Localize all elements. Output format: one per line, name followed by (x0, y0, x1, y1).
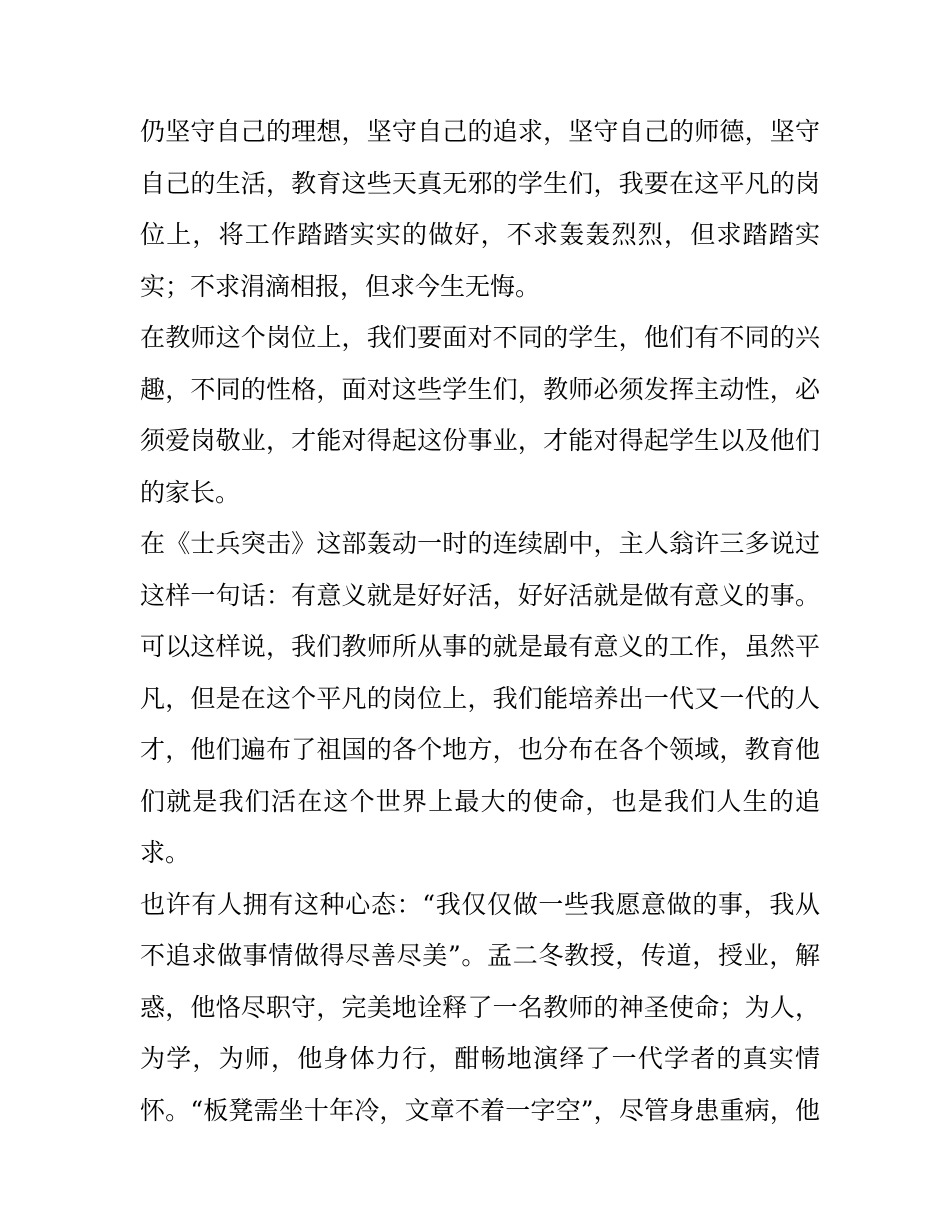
text-line: 不追求做事情做得尽善尽美”。孟二冬教授，传道，授业，解 (140, 941, 820, 970)
text-line: 怀。“板凳需坐十年冷，文章不着一字空”，尽管身患重病，他 (140, 1095, 820, 1125)
text-line: 在《士兵突击》这部轰动一时的连续剧中，主人翁许三多说过 (140, 529, 820, 558)
text-line: 这样一句话：有意义就是好好活，好好活就是做有意义的事。 (140, 580, 820, 610)
text-line: 趣，不同的性格，面对这些学生们，教师必须发挥主动性，必 (140, 374, 820, 404)
text-line: 可以这样说，我们教师所从事的就是最有意义的工作，虽然平 (140, 632, 820, 661)
text-line: 也许有人拥有这种心态：“我仅仅做一些我愿意做的事，我从 (140, 889, 820, 919)
text-line: 惑，他恪尽职守，完美地诠释了一名教师的神圣使命；为人， (140, 992, 820, 1022)
text-line: 仍坚守自己的理想，坚守自己的追求，坚守自己的师德，坚守 (140, 117, 820, 146)
text-line: 求。 (140, 838, 191, 867)
text-line: 的家长。 (140, 477, 241, 507)
text-line: 们就是我们活在这个世界上最大的使命，也是我们人生的追 (140, 786, 820, 816)
text-line: 自己的生活，教育这些天真无邪的学生们，我要在这平凡的岗 (140, 168, 820, 198)
text-line: 位上，将工作踏踏实实的做好，不求轰轰烈烈，但求踏踏实 (140, 220, 820, 249)
text-line: 须爱岗敬业，才能对得起这份事业，才能对得起学生以及他们 (140, 426, 820, 455)
text-line: 为学，为师，他身体力行，酣畅地演绎了一代学者的真实情 (140, 1044, 820, 1073)
text-line: 实；不求涓滴相报，但求今生无悔。 (140, 271, 541, 301)
text-line: 凡，但是在这个平凡的岗位上，我们能培养出一代又一代的人 (140, 683, 820, 713)
document-body (140, 106, 820, 1136)
text-line: 在教师这个岗位上，我们要面对不同的学生，他们有不同的兴 (140, 323, 820, 352)
text-line: 才，他们遍布了祖国的各个地方，也分布在各个领域，教育他 (140, 735, 820, 764)
